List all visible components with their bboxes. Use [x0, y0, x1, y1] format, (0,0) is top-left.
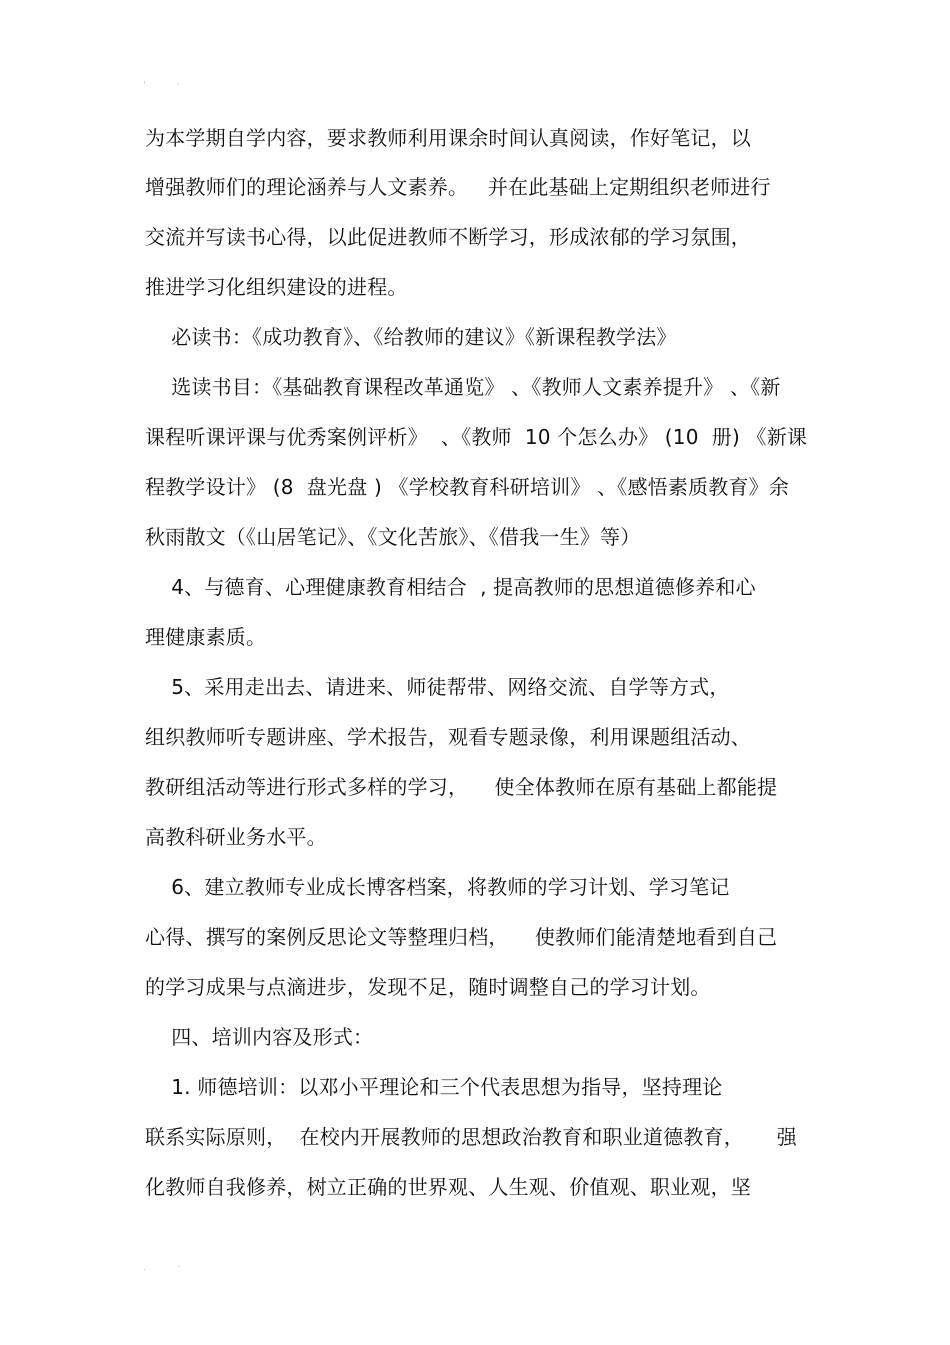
text-line-17: 心得、撰写的案例反思论文等整理归档， 使教师们能清楚地看到自己 [145, 925, 778, 949]
page-bottom-marks: . · [143, 1262, 195, 1273]
text-line-4: 推进学习化组织建设的进程。 [145, 275, 408, 299]
text-line-5: 必读书：《成功教育》、《给教师的建议》《新课程教学法》 [145, 325, 677, 349]
text-line-21: 联系实际原则， 在校内开展教师的思想政治教育和职业道德教育， 强 [145, 1125, 797, 1149]
text-line-7: 课程听课评课与优秀案例评析》 、《教师 10 个怎么办》 (10 册) 《新课 [145, 425, 808, 449]
text-line-10: 4、与德育、心理健康教育相结合 , 提高教师的思想道德修养和心 [145, 575, 756, 599]
text-line-14: 教研组活动等进行形式多样的学习， 使全体教师在原有基础上都能提 [145, 775, 778, 799]
text-line-9: 秋雨散文（《山居笔记》、《文化苦旅》、《借我一生》等） [145, 525, 641, 549]
text-line-1: 为本学期自学内容，要求教师利用课余时间认真阅读，作好笔记，以 [145, 126, 751, 150]
text-line-8: 程教学设计》 (8 盘光盘 ) 《学校教育科研培训》 、《感悟素质教育》余 [145, 475, 790, 499]
text-line-19: 四、培训内容及形式： [145, 1025, 374, 1049]
text-line-12: 5、采用走出去、请进来、师徒帮带、网络交流、自学等方式， [145, 675, 730, 699]
text-line-16: 6、建立教师专业成长博客档案，将教师的学习计划、学习笔记 [145, 875, 730, 899]
text-line-6: 选读书目：《基础教育课程改革通览》 、《教师人文素养提升》 、《新 [145, 375, 781, 399]
text-line-3: 交流并写读书心得，以此促进教师不断学习，形成浓郁的学习氛围， [145, 225, 751, 249]
text-line-18: 的学习成果与点滴进步，发现不足，随时调整自己的学习计划。 [145, 975, 711, 999]
text-line-2: 增强教师们的理论涵养与人文素养。 并在此基础上定期组织老师进行 [145, 175, 771, 199]
text-line-13: 组织教师听专题讲座、学术报告，观看专题录像，利用课题组活动、 [145, 725, 751, 749]
text-line-15: 高教科研业务水平。 [145, 825, 327, 849]
text-line-11: 理健康素质。 [145, 625, 267, 649]
text-line-20: 1. 师德培训：以邓小平理论和三个代表思想为指导，坚持理论 [145, 1075, 723, 1099]
page-top-marks: ' · [143, 80, 195, 91]
text-line-22: 化教师自我修养，树立正确的世界观、人生观、价值观、职业观，坚 [145, 1175, 751, 1199]
